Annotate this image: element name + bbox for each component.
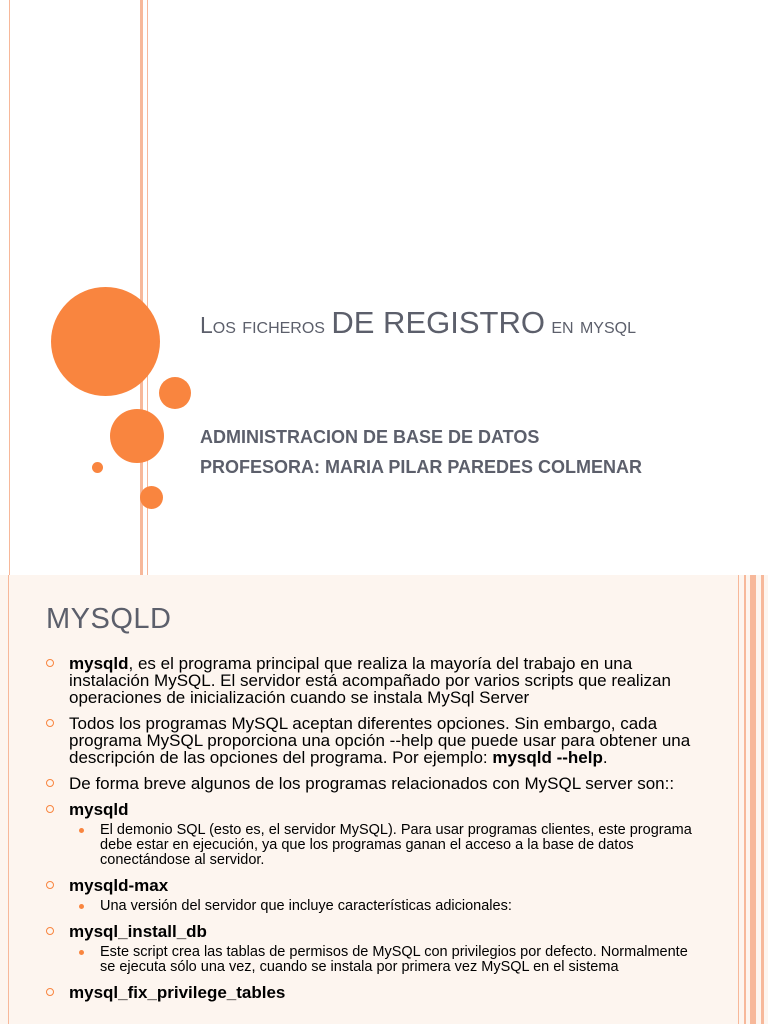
bullet-circle-icon [46, 988, 54, 996]
bullet-item [46, 655, 706, 706]
bullet-circle-icon [46, 659, 54, 667]
subtitle-line: PROFESORA: MARIA PILAR PAREDES COLMENAR [200, 457, 643, 477]
sub-bullet-item [46, 823, 706, 868]
bullet-term: mysqld [69, 654, 129, 673]
bullet-text: , es el programa principal que realiza la mayoría del trabajo en una instalación MySQL. El servidor está acompañado por varios scripts que realizan operaciones de inicialización cuando se instala MySql Server [69, 654, 671, 707]
bullet-term: mysql_fix_privilege_tables [69, 983, 286, 1002]
bullet-circle-icon [46, 881, 54, 889]
bullet-text: Este script crea las tablas de permisos de MySQL con privilegios por defecto. Normalmente se ejecuta sólo una vez, cuando se instala por primera vez MySQL en el sistema [100, 944, 688, 975]
bullet-circle-icon [46, 779, 54, 787]
bullet-dot-icon [79, 828, 84, 833]
bullet-text: El demonio SQL (esto es, el servidor MySQL). Para usar programas clientes, este programa debe estar en ejecución, ya que los programas ganan el acceso a la base de datos conectándose al servidor. [100, 822, 692, 868]
bullet-item [46, 775, 706, 792]
bullet-item [46, 923, 706, 940]
bullet-text: Una versión del servidor que incluye características adicionales: [100, 898, 512, 914]
sub-bullet-item [46, 899, 706, 914]
bullet-circle-icon [46, 805, 54, 813]
decor-line [750, 575, 756, 1024]
bullet-item [46, 877, 706, 894]
decor-circle-medium [110, 409, 164, 463]
decor-line [738, 575, 739, 1024]
bullet-item [46, 984, 706, 1001]
decor-line [9, 0, 10, 575]
slide-subtitle [200, 422, 642, 482]
bullet-term: mysqld-max [69, 876, 169, 895]
slide-mysqld [0, 575, 768, 1024]
subtitle-line: ADMINISTRACION DE BASE DE DATOS [200, 427, 540, 447]
bullet-term: mysqld [69, 800, 129, 819]
bullet-dot-icon [79, 950, 84, 955]
bullet-circle-icon [46, 927, 54, 935]
decor-circle-small [140, 486, 163, 509]
bullet-dot-icon [79, 904, 84, 909]
slide-title-text [200, 304, 720, 344]
bullet-item [46, 801, 706, 818]
decor-line [8, 575, 9, 1024]
bullet-text: Todos los programas MySQL aceptan diferentes opciones. Sin embargo, cada programa MySQL proporciona una opción --help que puede usar para obtener una descripción de las opciones del programa. Por ejemplo: [69, 714, 691, 767]
bullet-term: mysql_install_db [69, 922, 207, 941]
decor-line [761, 575, 764, 1024]
sub-bullet-item [46, 945, 706, 975]
bullet-circle-icon [46, 719, 54, 727]
bullet-text: De forma breve algunos de los programas relacionados con MySQL server son:: [69, 774, 675, 793]
title-part: en mysql [544, 312, 636, 338]
title-part: Los ficheros [200, 312, 332, 338]
slide-heading: MYSQLD [46, 603, 172, 635]
bullet-item [46, 715, 706, 766]
title-part: DE REGISTRO [331, 305, 545, 340]
decor-circle-small [159, 377, 191, 409]
decor-line [744, 575, 746, 1024]
decor-circle-tiny [92, 462, 103, 473]
bullet-list [46, 655, 706, 1010]
decor-circle-large [51, 287, 160, 396]
bullet-term: mysqld --help [492, 748, 603, 767]
bullet-text: . [602, 748, 608, 767]
